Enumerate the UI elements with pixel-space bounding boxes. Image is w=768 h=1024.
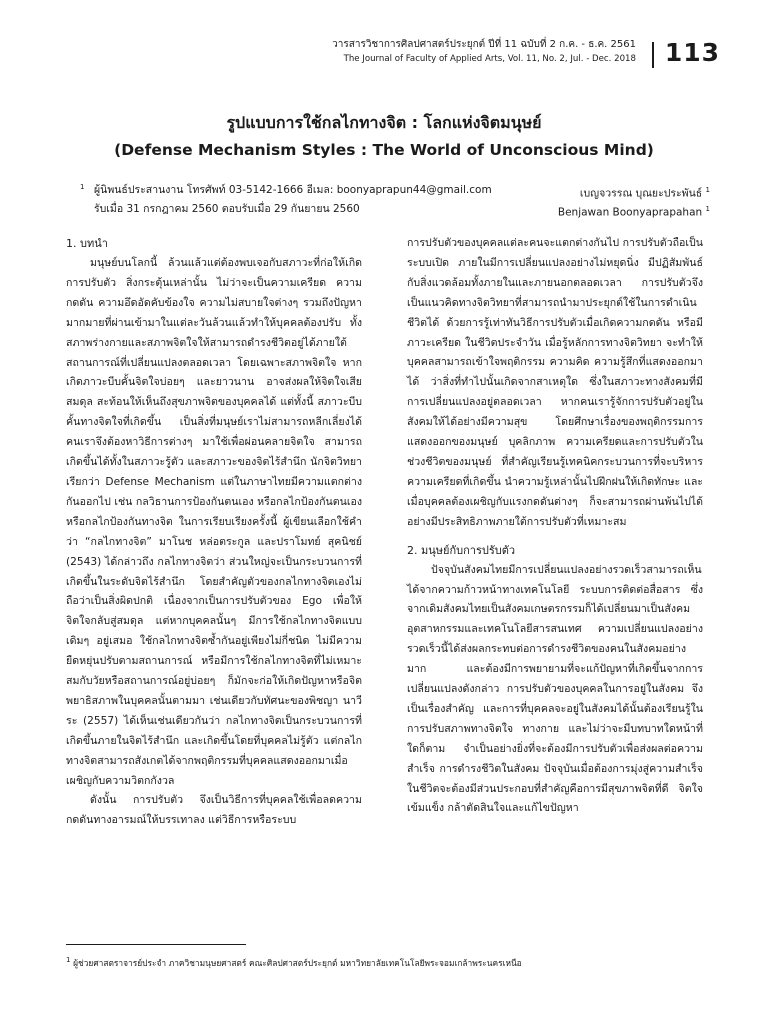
author-name-english (558, 201, 710, 222)
paragraph: ปัจจุบันสังคมไทยมีการเปลี่ยนแปลงอย่างรวดเร็วสามารถเห็นได้จากความก้าวหน้าทางเทคโนโลยี ระบบการติดต่อสื่อสาร ซึ่งจากเดิมสังคมไทยเป็นสังคมเกษตรกรรมก็ได้เปลี่ยนมาเป็นสังคมอุตสาหกรรมและเทคโนโลยีสารสนเทศ ความเปลี่ยนแปลงอย่างรวดเร็วนี้ได้ส่งผลกระทบต่อการดำรงชีวิตของคนในสังคมอย่างมาก และต้องมีการพยายามที่จะแก้ปัญหาที่เกิดขึ้นจากการเปลี่ยนแปลงดังกล่าว การปรับตัวของบุคคลในการอยู่ในสังคม จึงเป็นเรื่องสำคัญ และการที่บุคคลจะอยู่ในสังคมได้นั้นต้องเรียนรู้ในการปรับสภาพทางจิตใจ ทางกาย และไม่ว่าจะมีบทบาทใดหน้าที่ใดก็ตาม จำเป็นอย่างยิ่งที่จะต้องมีการปรับตัวเพื่อส่งผลต่อความสำเร็จ การดำรงชีวิตในสังคม ปัจจุบันเมื่อต้องการมุ่งสู่ความสำเร็จในชีวิตจะต้องมีส่วนประกอบที่สำคัญคือการมีสุขภาพจิตที่ดี จิตใจเข้มแข็ง กล้าตัดสินใจและแก้ไขปัญหา (407, 563, 703, 815)
footnote-rule (66, 944, 246, 945)
journal-title-thai: วารสารวิชาการศิลปศาสตร์ประยุกต์ ปีที่ 11 ฉบับที่ 2 ก.ค. - ธ.ค. 2561 (332, 39, 636, 50)
page-number: 113 (664, 38, 720, 67)
author-marker-en: 1 (705, 205, 710, 213)
paragraph: ดังนั้น การปรับตัว จึงเป็นวิธีการที่บุคคลใช้เพื่อลดความกดดันทางอารมณ์ให้บรรเทาลง แต่วิธีการหรือระบบ (66, 794, 362, 827)
right-column (407, 234, 703, 819)
journal-title-english: The Journal of Faculty of Applied Arts, Vol. 11, No. 2, Jul. - Dec. 2018 (343, 54, 636, 64)
footnote (66, 954, 706, 969)
corresponding-author-info: ผู้นิพนธ์ประสานงาน โทรศัพท์ 03-5142-1666 อีเมล: boonyaprapun44@gmail.com (94, 184, 492, 196)
footnote-marker: 1 (66, 956, 71, 964)
journal-info (332, 38, 636, 66)
received-accepted-dates: รับเมื่อ 31 กรกฎาคม 2560 ตอบรับเมื่อ 29 กันยายน 2560 (94, 203, 360, 215)
section-heading-adaptation: 2. มนุษย์กับการปรับตัว (407, 543, 516, 557)
section-heading-introduction: 1. บทนำ (66, 237, 108, 250)
author-name-thai (580, 182, 710, 203)
article-title-thai: รูปแบบการใช้กลไกทางจิต : โลกแห่งจิตมนุษย์ (226, 113, 542, 132)
footnote-text: ผู้ช่วยศาสตราจารย์ประจำ ภาควิชามนุษยศาสตร์ คณะศิลปศาสตร์ประยุกต์ มหาวิทยาลัยเทคโนโลยีพระจอมเกล้าพระนครเหนือ (73, 957, 522, 968)
author-name-english-text: Benjawan Boonyaprapahan (557, 206, 703, 219)
author-block (80, 182, 710, 222)
paragraph: การปรับตัวของบุคคลแต่ละคนจะแตกต่างกันไป การปรับตัวถือเป็นระบบเปิด ภายในมีการเปลี่ยนแปลงอย่างไม่หยุดนิ่ง มีปฏิสัมพันธ์กับสิ่งแวดล้อมทั้งภายในและภายนอกตลอดเวลา การปรับตัวจึงเป็นแนวคิดทางจิตวิทยาที่สามารถนำมาประยุกต์ใช้ในการดำเนินชีวิตได้ ด้วยการรู้เท่าทันวิธีการปรับตัวเมื่อเกิดความกดดัน หรือมีภาวะเครียด ในชีวิตประจำวัน เมื่อรู้หลักการทางจิตวิทยา จะทำให้บุคคลสามารถเข้าใจพฤติกรรม ความคิด ความรู้สึกที่แสดงออกมาได้ ว่าสิ่งที่ทำไปนั้นเกิดจากสาเหตุใด ซึ่งในสภาวะทางสังคมที่มีการเปลี่ยนแปลงอยู่ตลอดเวลา หากคนเรารู้จักการปรับตัวอยู่ในสังคมให้ได้อย่างมีความสุข โดยศึกษาเรื่องของพฤติกรรมการแสดงออกของมนุษย์ บุคลิกภาพ ความเครียดและการปรับตัวในช่วงชีวิตของมนุษย์ ที่สำคัญเรียนรู้เทคนิคกระบวนการที่จะบริหารความเครียดที่เกิดขึ้น นำความรู้เหล่านั้นไปฝึกฝนให้เกิดทักษะ และเมื่อบุคคลต้องเผชิญกับแรงกดดันต่างๆ ก็จะสามารถผ่านพ้นไปได้อย่างมีประสิทธิภาพภายใต้การปรับตัวที่เหมาะสม (407, 237, 703, 528)
article-title-english: (Defense Mechanism Styles : The World of Unconscious Mind) (114, 141, 654, 159)
affiliation-marker: 1 (80, 183, 85, 191)
running-header (300, 38, 720, 74)
header-divider (652, 42, 654, 68)
author-name-thai-text: เบญจวรรณ บุณยะประพันธ์ (579, 187, 703, 200)
author-marker: 1 (705, 186, 710, 194)
paragraph: มนุษย์บนโลกนี้ ล้วนแล้วแต่ต้องพบเจอกับสภาวะที่ก่อให้เกิดการปรับตัว สิ่งกระตุ้นเหล่านั้น ไม่ว่าจะเป็นความเครียด ความกดดัน ความอึดอัดคับข้องใจ ความไม่สบายใจต่างๆ รวมถึงปัญหามากมายที่ผ่านเข้ามาในแต่ละวันล้วนแล้วทำให้บุคคลต้องปรับ ทั้งสภาพร่างกายและสภาพจิตใจให้สามารถดำรงชีวิตอยู่ได้ภายใต้สถานการณ์ที่เปลี่ยนแปลงตลอดเวลา โดยเฉพาะสภาพจิตใจ หากเกิดภาวะบีบคั้นจิตใจบ่อยๆ และยาวนาน อาจส่งผลให้จิตใจเสียสมดุล สะท้อนให้เห็นถึงสุขภาพจิตของบุคคลได้ แต่ทั้งนี้ สภาวะบีบคั้นทางจิตใจที่เกิดขึ้น เป็นสิ่งที่มนุษย์เราไม่สามารถหลีกเลี่ยงได้ คนเราจึงต้องหาวิธีการต่างๆ มาใช้เพื่อผ่อนคลายจิตใจ สามารถเกิดขึ้นได้ทั้งในสภาวะรู้ตัว และสภาวะของจิตไร้สำนึก นักจิตวิทยาเรียกว่า Defense Mechanism แต่ในภาษาไทยมีความแตกต่างกันออกไป เช่น กลวิธานการป้องกันตนเอง หรือกลไกป้องกันตนเอง หรือกลไกป้องกันทางจิต ในการเรียบเรียงครั้งนี้ ผู้เขียนเลือกใช้คำว่า “กลไกทางจิต” มาโนช หล่อตระกูล และปราโมทย์ สุคนิชย์ (2543) ได้กล่าวถึง กลไกทางจิตว่า ส่วนใหญ่จะเป็นกระบวนการที่เกิดขึ้นในระดับจิตไร้สำนึก โดยสำคัญตัวของกลไกทางจิตเองไม่ถือว่าเป็นสิ่งผิดปกติ เนื่องจากเป็นการปรับตัวของ Ego เพื่อให้จิตใจกลับสู่สมดุล แต่หากบุคคลนั้นๆ มีการใช้กลไกทางจิตแบบเดิมๆ อยู่เสมอ ใช้กลไกทางจิตซ้ำกันอยู่เพียงไม่กี่ชนิด ไม่มีความยืดหยุ่นปรับตามสถานการณ์ หรือมีการใช้กลไกทางจิตที่ไม่เหมาะสมกับวัยหรือสถานการณ์อยู่บ่อยๆ ก็มักจะก่อให้เกิดปัญหาหรือจิตพยาธิสภาพในบุคคลนั้นตามมา เช่นเดียวกับทัศนะของพิชญา นาวีระ (2557) ได้เห็นเช่นเดียวกันว่า กลไกทางจิตเป็นกระบวนการที่เกิดขึ้นภายในจิตไร้สำนึก และเกิดขึ้นโดยที่บุคคลไม่รู้ตัว แต่กลไกทางจิตสามารถสังเกตได้จากพฤติกรรมที่บุคคลแสดงออกมาเมื่อเผชิญกับความวิตกกังวล (66, 257, 362, 787)
left-column (66, 234, 362, 831)
